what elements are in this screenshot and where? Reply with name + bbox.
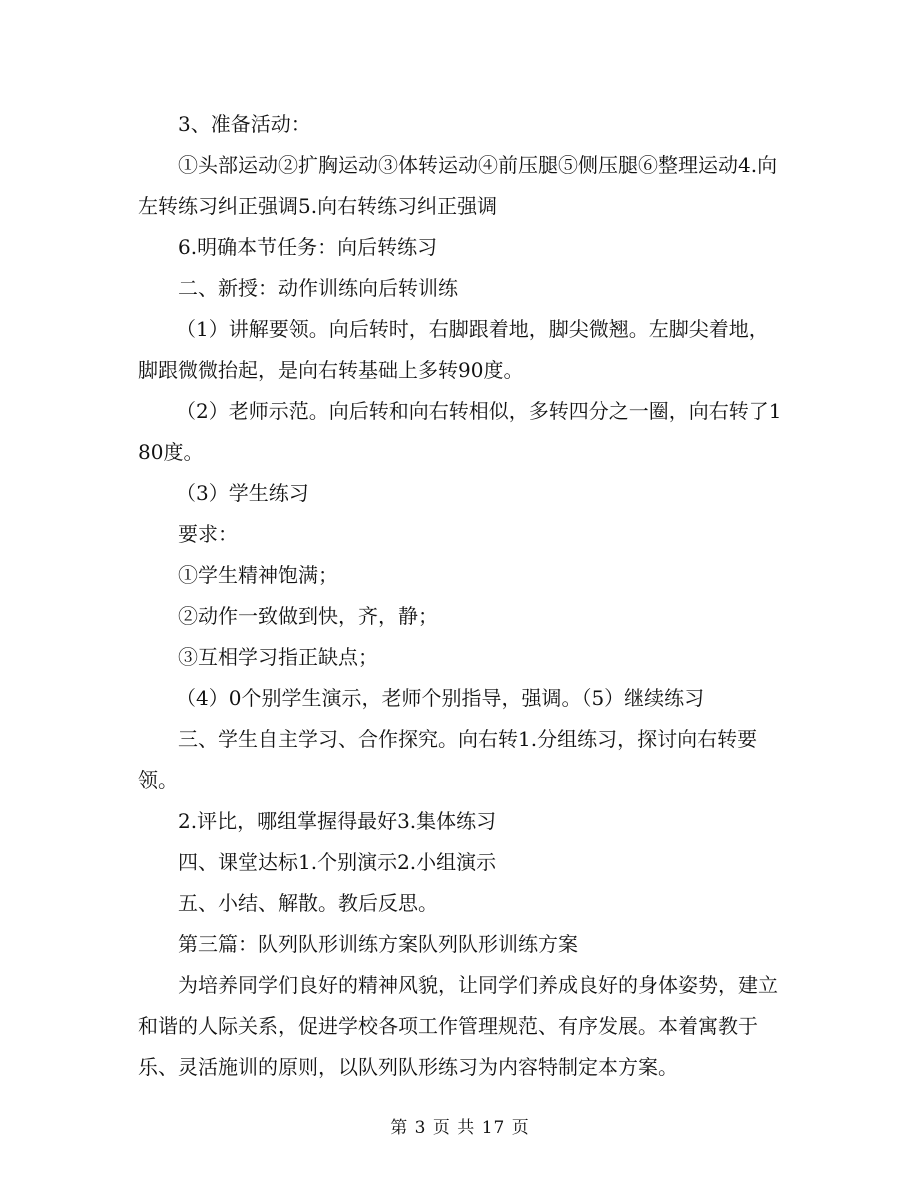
paragraph-section-two: 二、新授：动作训练向后转训练	[178, 276, 458, 300]
paragraph-req-1: ①学生精神饱满；	[178, 563, 338, 587]
document-body	[138, 104, 783, 1088]
paragraph-plan-intro: 为培养同学们良好的精神风貌，让同学们养成良好的身体姿势，建立和谐的人际关系，促进学校各项工作管理规范、有序发展。本着寓教于乐、灵活施训的原则，以队列队形练习为内容特制定本方案。	[138, 973, 778, 1079]
paragraph-req-2: ②动作一致做到快，齐，静；	[178, 604, 438, 628]
paragraph-requirements: 要求：	[178, 522, 238, 546]
paragraph-task: 6.明确本节任务：向后转练习	[178, 235, 438, 259]
paragraph-explain: （1）讲解要领。向后转时，右脚跟着地，脚尖微翘。左脚尖着地，脚跟微微抬起，是向右转基础上多转90度。	[138, 317, 769, 382]
paragraph-warmup-list: ①头部运动②扩胸运动③体转运动④前压腿⑤侧压腿⑥整理运动4.向左转练习纠正强调5.向右转练习纠正强调	[138, 153, 778, 218]
paragraph-section-five: 五、小结、解散。教后反思。	[178, 891, 438, 915]
paragraph-demo: （2）老师示范。向后转和向右转相似，多转四分之一圈，向右转了180度。	[138, 399, 782, 464]
paragraph-practice: （3）学生练习	[176, 481, 309, 505]
page-number-footer: 第 3 页 共 17 页	[390, 1118, 530, 1138]
paragraph-part-three-title: 第三篇：队列队形训练方案队列队形训练方案	[178, 932, 578, 956]
paragraph-warmup-heading: 3、准备活动：	[178, 112, 311, 136]
paragraph-req-3: ③互相学习指正缺点；	[178, 645, 378, 669]
paragraph-demonstration: （4）0个别学生演示，老师个别指导，强调。（5）继续练习	[176, 686, 705, 710]
paragraph-section-four: 四、课堂达标1.个别演示2.小组演示	[178, 850, 497, 874]
paragraph-compare: 2.评比，哪组掌握得最好3.集体练习	[178, 809, 497, 833]
paragraph-section-three: 三、学生自主学习、合作探究。向右转1.分组练习，探讨向右转要领。	[138, 727, 758, 792]
